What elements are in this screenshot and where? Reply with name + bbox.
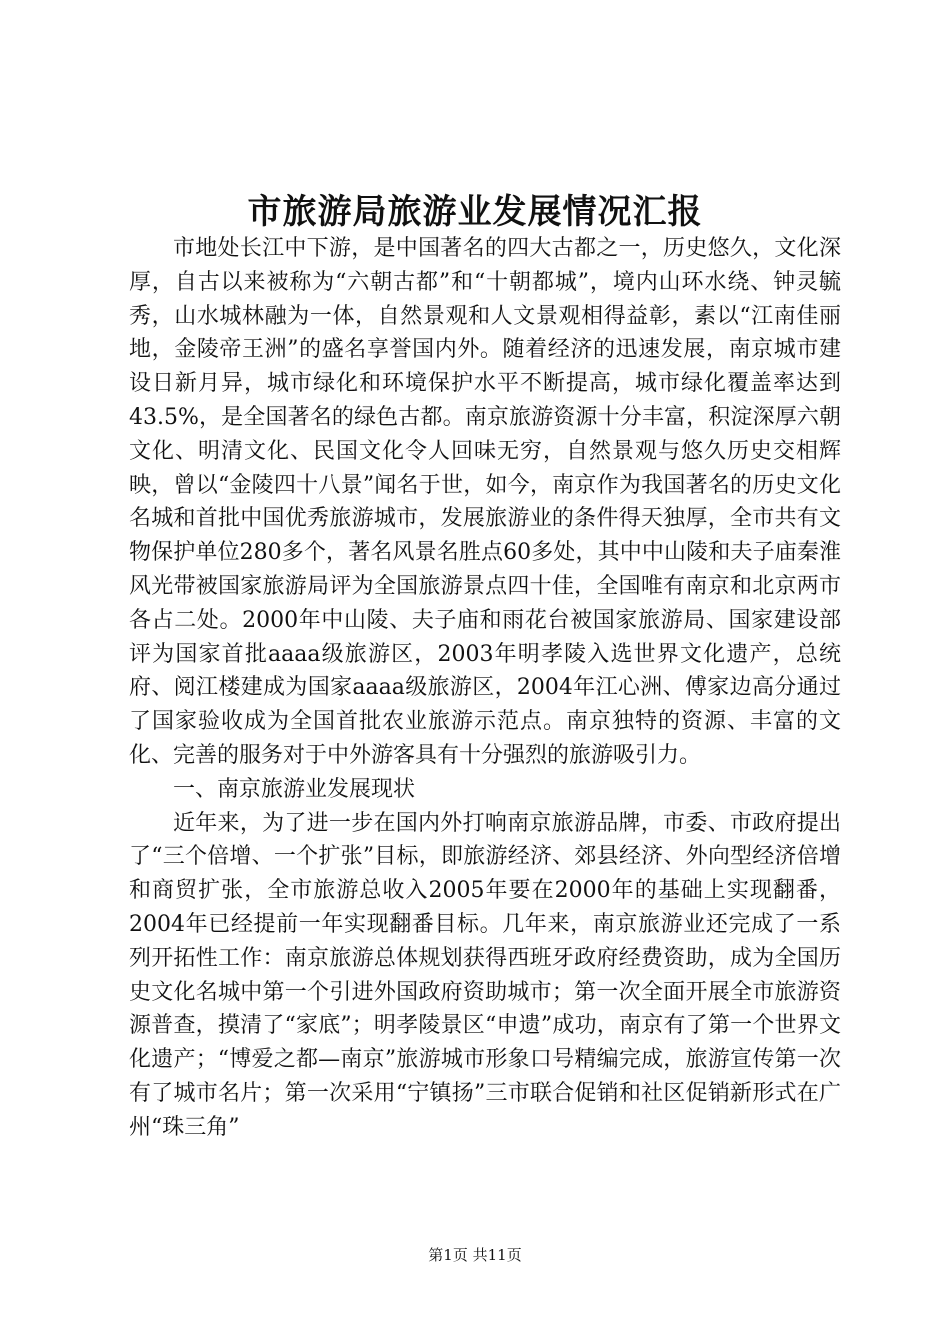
page-footer: 第1页 共11页 bbox=[428, 1246, 522, 1264]
document-title: 市旅游局旅游业发展情况汇报 bbox=[247, 192, 703, 232]
document-body bbox=[129, 232, 841, 1145]
paragraph-intro: 市地处长江中下游，是中国著名的四大古都之一，历史悠久，文化深厚，自古以来被称为“六朝古都”和“十朝都城”，境内山环水绕、钟灵毓秀，山水城林融为一体，自然景观和人文景观相得益彰，素以“江南佳丽地，金陵帝王洲”的盛名享誉国内外。随着经济的迅速发展，南京城市建设日新月异，城市绿化和环境保护水平不断提高，城市绿化覆盖率达到43.5%，是全国著名的绿色古都。南京旅游资源十分丰富，积淀深厚六朝文化、明清文化、民国文化令人回味无穷，自然景观与悠久历史交相辉映，曾以“金陵四十八景”闻名于世，如今，南京作为我国著名的历史文化名城和首批中国优秀旅游城市，发展旅游业的条件得天独厚，全市共有文物保护单位280多个，著名风景名胜点60多处，其中中山陵和夫子庙秦淮风光带被国家旅游局评为全国旅游景点四十佳，全国唯有南京和北京两市各占二处。2000年中山陵、夫子庙和雨花台被国家旅游局、国家建设部评为国家首批aaaa级旅游区，2003年明孝陵入选世界文化遗产，总统府、阅江楼建成为国家aaaa级旅游区，2004年江心洲、傅家边高分通过了国家验收成为全国首批农业旅游示范点。南京独特的资源、丰富的文化、完善的服务对于中外游客具有十分强烈的旅游吸引力。 bbox=[129, 236, 841, 768]
paragraph-status: 近年来，为了进一步在国内外打响南京旅游品牌，市委、市政府提出了“三个倍增、一个扩张”目标，即旅游经济、郊县经济、外向型经济倍增和商贸扩张，全市旅游总收入2005年要在2000年的基础上实现翻番，2004年已经提前一年实现翻番目标。几年来，南京旅游业还完成了一系列开拓性工作：南京旅游总体规划获得西班牙政府经费资助，成为全国历史文化名城中第一个引进外国政府资助城市；第一次全面开展全市旅游资源普查，摸清了“家底”；明孝陵景区“申遗”成功，南京有了第一个世界文化遗产；“博爱之都—南京”旅游城市形象口号精编完成，旅游宣传第一次有了城市名片；第一次采用“宁镇扬”三市联合促销和社区促销新形式在广州“珠三角” bbox=[129, 810, 841, 1140]
section-heading: 一、南京旅游业发展现状 bbox=[173, 776, 416, 802]
